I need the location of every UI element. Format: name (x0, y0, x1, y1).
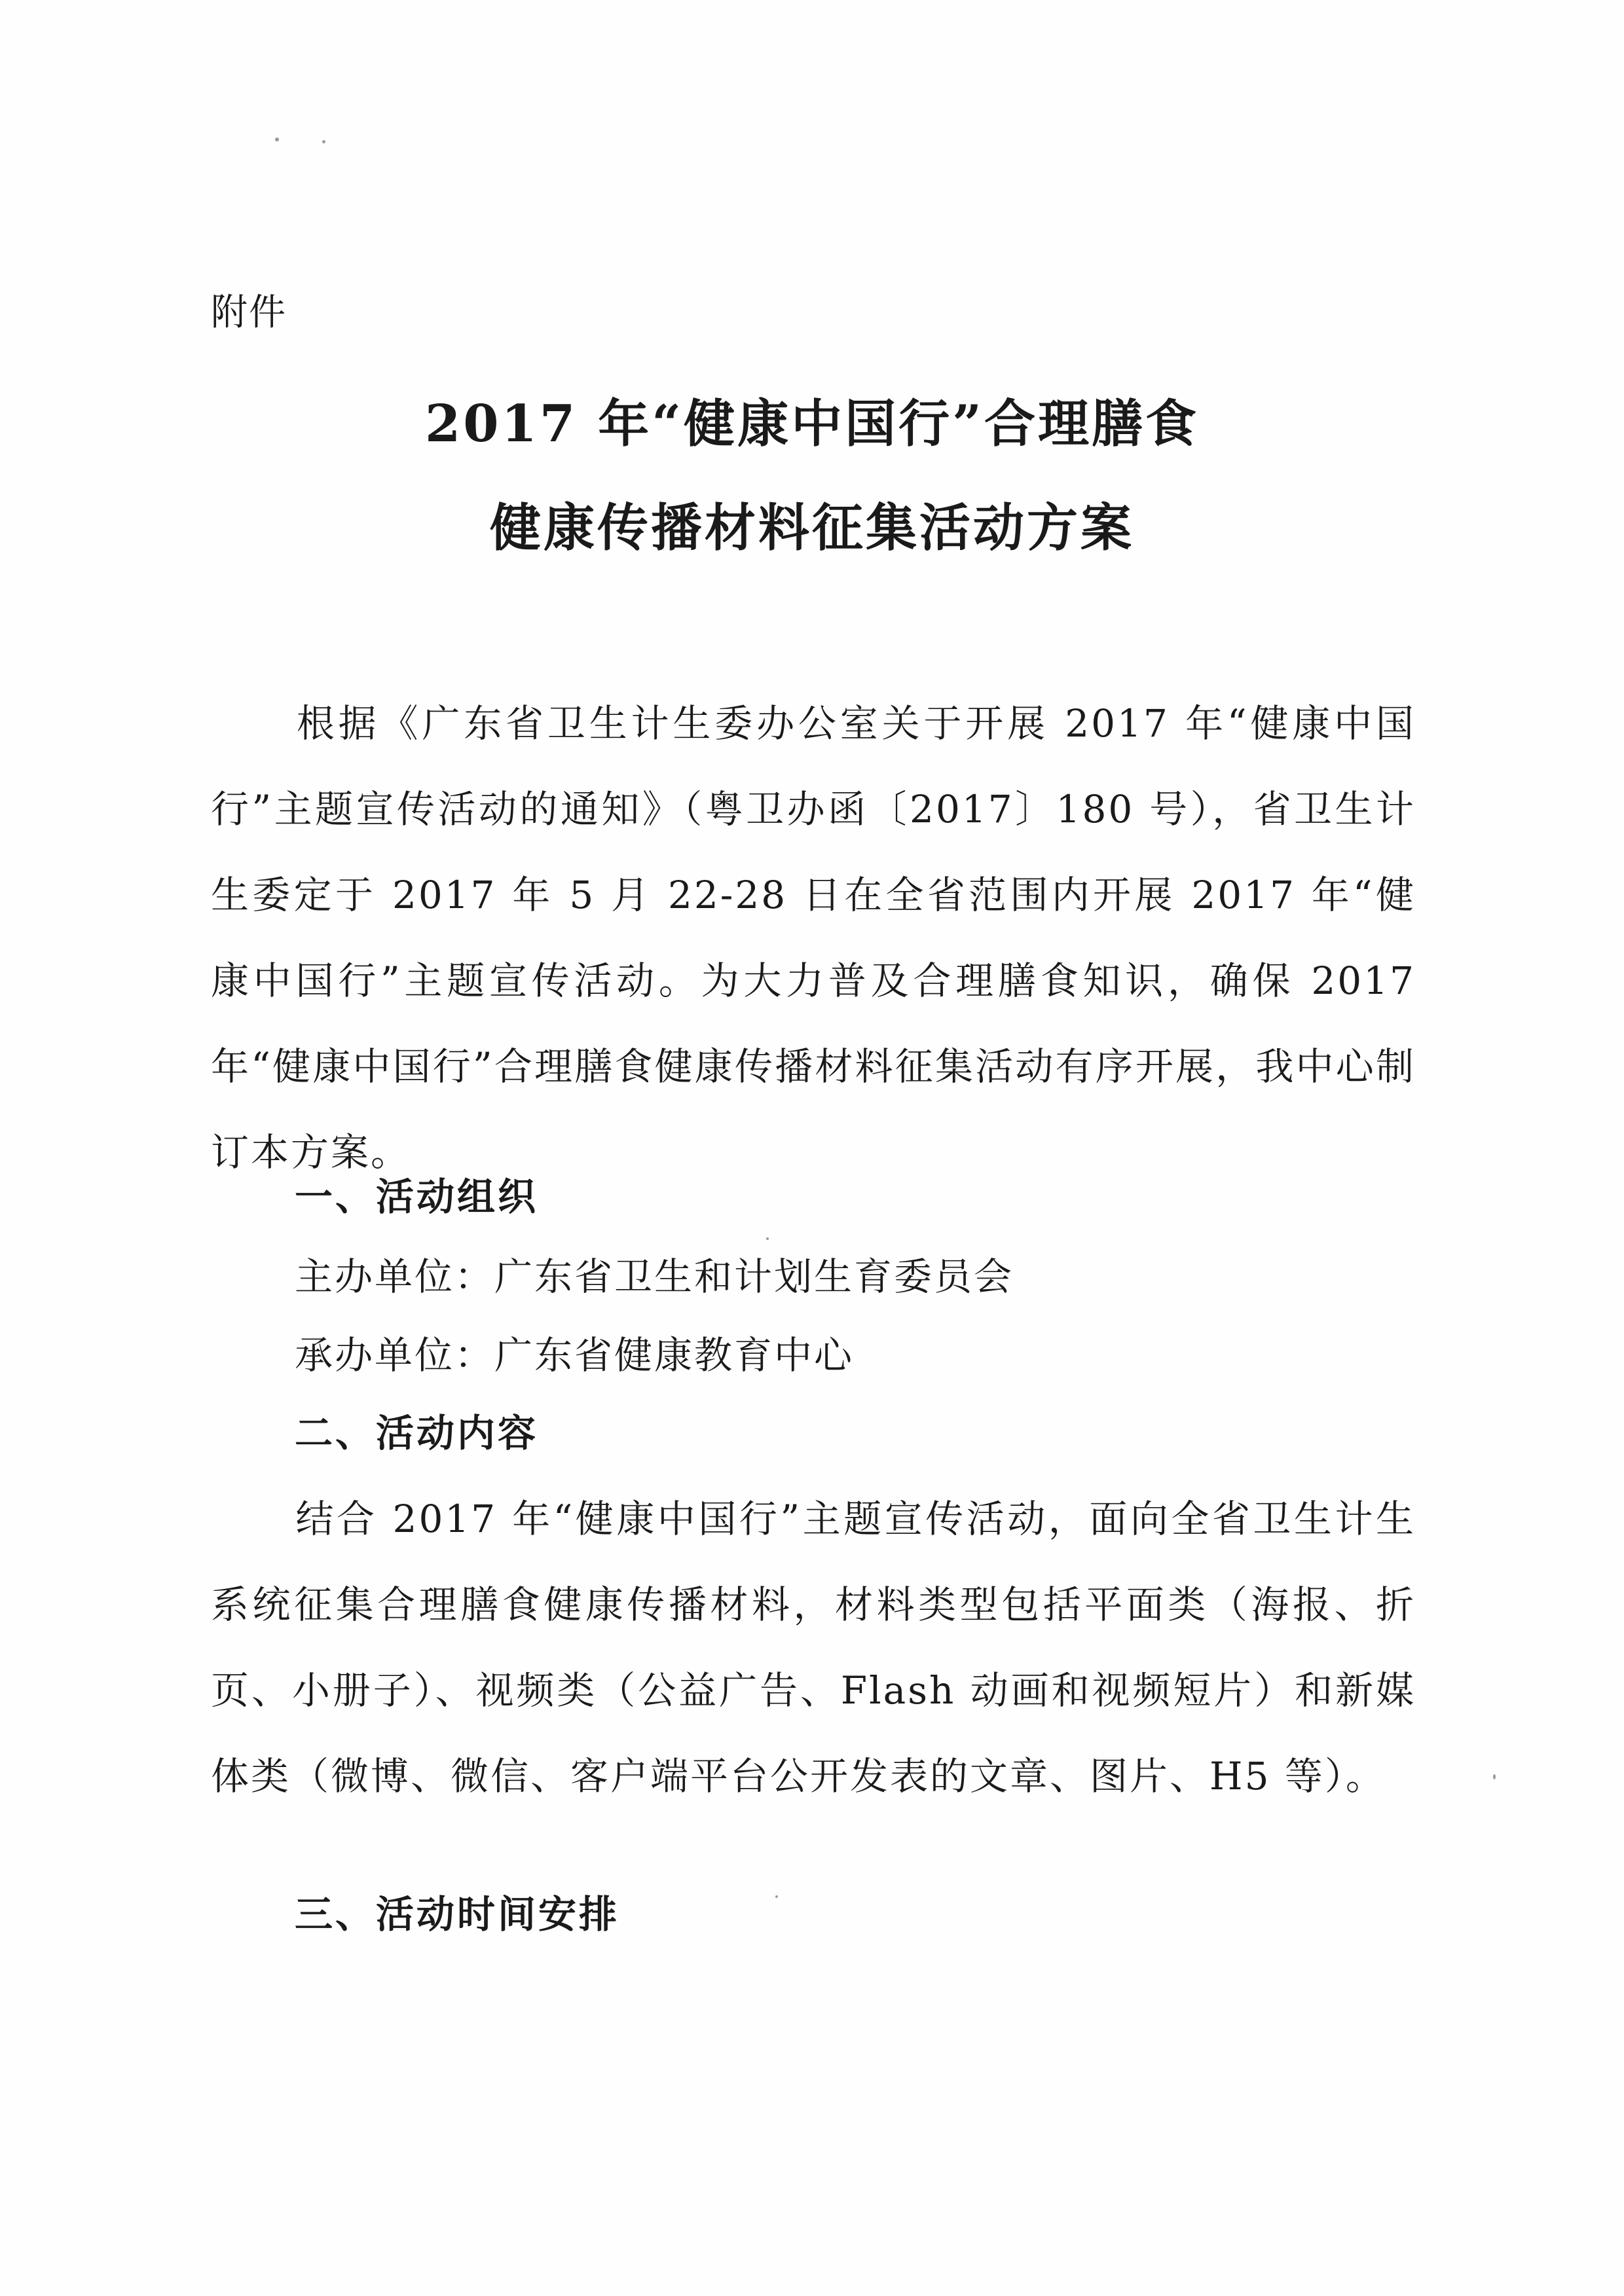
document-title-line-2: 健康传播材料征集活动方案 (489, 498, 1134, 558)
undertaker-line: 承办单位：广东省健康教育中心 (295, 1333, 855, 1377)
content-text: 结合 2017 年“健康中国行”主题宣传活动，面向全省卫生计生系统征集合理膳食健康传播材料，材料类型包括平面类（海报、折页、小册子）、视频类（公益广告、Flash 动画和视频短片）和新媒体类（微博、微信、客户端平台公开发表的文章、图片、H5 等）。 (211, 1497, 1416, 1798)
section-heading-content: 二、活动内容 (295, 1411, 539, 1455)
content-paragraph (211, 1476, 1416, 1819)
scan-speck (275, 137, 279, 141)
scan-speck (1493, 1774, 1496, 1779)
section-heading-schedule: 三、活动时间安排 (295, 1892, 620, 1937)
attachment-label: 附件 (211, 291, 287, 334)
scan-speck (322, 140, 325, 143)
organizer-line: 主办单位：广东省卫生和计划生育委员会 (295, 1254, 1014, 1299)
intro-text: 根据《广东省卫生计生委办公室关于开展 2017 年“健康中国行”主题宣传活动的通知》（粤卫办函〔2017〕180 号），省卫生计生委定于 2017 年 5 月 22-28 日在全省范围内开展 2017 年“健康中国行”主题宣传活动。为大力普及合理膳食知识，确保 2017 年“健康中国行”合理膳食健康传播材料征集活动有序开展，我中心制订本方案。 (211, 701, 1416, 1175)
intro-paragraph (211, 681, 1416, 1195)
scan-speck (766, 1237, 769, 1240)
document-title-line-1: 2017 年“健康中国行”合理膳食 (425, 394, 1199, 454)
section-heading-organization: 一、活动组织 (295, 1175, 539, 1219)
scan-speck (775, 1895, 778, 1898)
